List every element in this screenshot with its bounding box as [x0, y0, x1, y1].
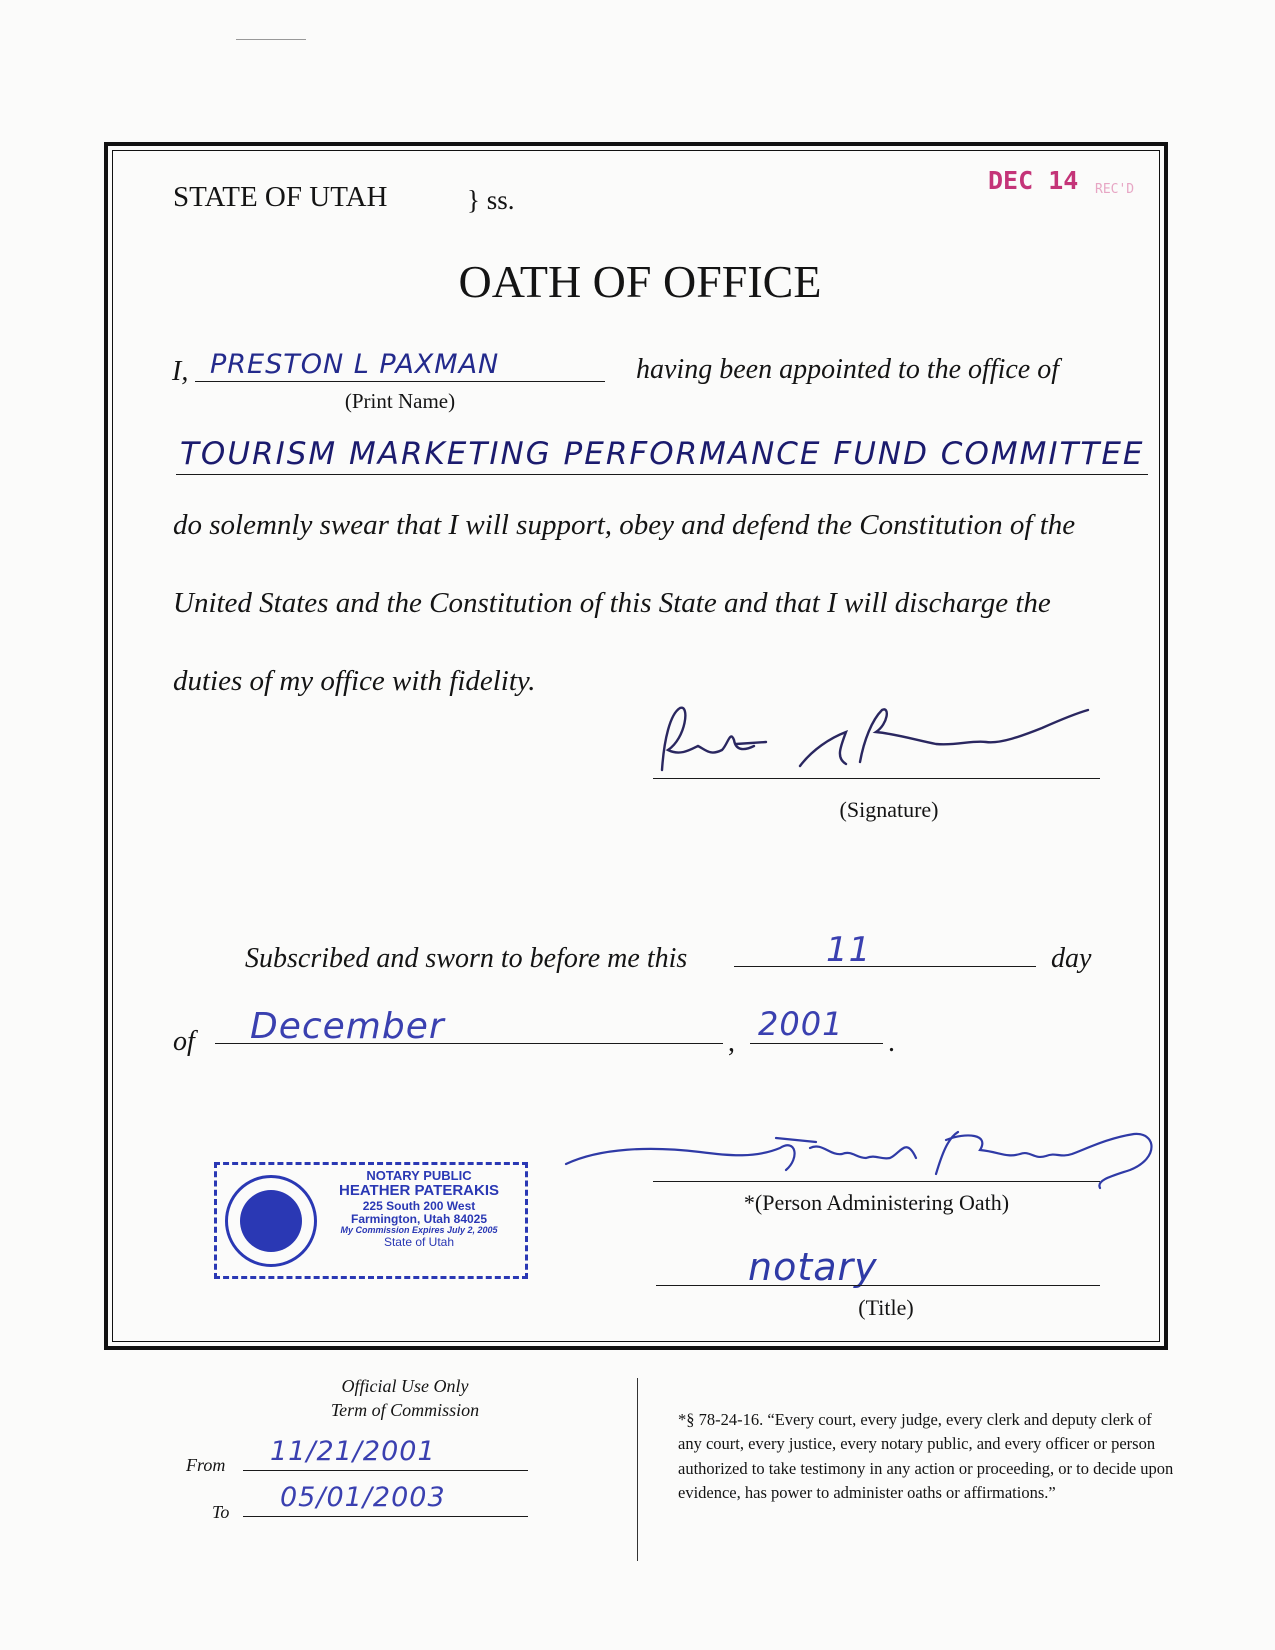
date-comma: ,: [728, 1027, 735, 1058]
day-line: [734, 966, 1036, 967]
oath-taker-signature: [650, 700, 1100, 782]
day-value: 11: [826, 930, 872, 970]
title-line: [656, 1285, 1100, 1286]
to-line: [243, 1516, 528, 1517]
of-word: of: [173, 1026, 195, 1057]
term-of-commission-heading: Term of Commission: [330, 1400, 480, 1421]
official-use-box: [270, 1374, 540, 1423]
administrator-signature: [560, 1118, 1160, 1198]
notary-stamp-line-2: HEATHER PATERAKIS: [338, 1182, 499, 1200]
title-label: (Title): [858, 1295, 914, 1320]
notary-seal-icon: [225, 1175, 317, 1267]
document-title: OATH OF OFFICE: [458, 256, 822, 307]
stray-mark: [236, 39, 306, 40]
to-date-value: 05/01/2003: [280, 1482, 446, 1513]
signature-label: (Signature): [839, 797, 939, 822]
to-label: To: [212, 1502, 230, 1522]
venue-suffix: } ss.: [467, 185, 515, 215]
footer-divider: [637, 1378, 638, 1561]
office-line: [176, 474, 1148, 475]
received-stamp-suffix: REC'D: [1095, 182, 1135, 197]
statute-note: *§ 78-24-16. “Every court, every judge, every clerk and deputy clerk of any court, every justice, every notary public, and every officer or person authorized to take testimony in any action or proceeding, or to decide upon evidence, has power to administer oaths or affirmations.”: [678, 1410, 1174, 1503]
day-word: day: [1051, 943, 1092, 974]
notary-stamp-line-3: 225 South 200 West: [362, 1198, 476, 1213]
oath-line-3: duties of my office with fidelity.: [173, 665, 536, 697]
notary-stamp-line-6: State of Utah: [383, 1235, 455, 1250]
administrator-title-value: notary: [748, 1245, 878, 1289]
notary-stamp-line-1: NOTARY PUBLIC: [366, 1168, 472, 1183]
received-date-stamp: DEC 14: [988, 166, 1079, 195]
notary-stamp: [214, 1162, 528, 1279]
print-name-label: (Print Name): [344, 389, 456, 413]
month-line: [215, 1043, 723, 1044]
office-name: TOURISM MARKETING PERFORMANCE FUND COMMITTEE: [180, 436, 1145, 472]
oath-line-2: United States and the Constitution of this State and that I will discharge the: [173, 587, 1051, 619]
month-value: December: [250, 1006, 445, 1047]
year-value: 2001: [758, 1005, 844, 1043]
from-date-value: 11/21/2001: [270, 1436, 436, 1467]
notary-stamp-line-5: My Commission Expires July 2, 2005: [340, 1225, 498, 1236]
date-period: .: [888, 1027, 895, 1058]
oath-line-1: do solemnly swear that I will support, obey and defend the Constitution of the: [173, 509, 1076, 541]
signature-line: [653, 778, 1100, 779]
subscribed-text: Subscribed and sworn to before me this: [245, 943, 688, 974]
print-name-line: [195, 381, 605, 382]
year-line: [750, 1043, 883, 1044]
official-use-heading: Official Use Only: [341, 1376, 469, 1396]
administrator-signature-line: [653, 1181, 1100, 1182]
from-line: [243, 1470, 528, 1471]
oath-taker-name: PRESTON L PAXMAN: [210, 349, 500, 380]
state-heading: STATE OF UTAH: [173, 181, 388, 213]
notary-stamp-line-4: Farmington, Utah 84025: [350, 1211, 488, 1226]
intro-prefix: I,: [172, 356, 189, 387]
appointed-text: having been appointed to the office of: [636, 354, 1060, 385]
administrator-label: *(Person Administering Oath): [743, 1190, 1010, 1215]
from-label: From: [186, 1455, 226, 1475]
